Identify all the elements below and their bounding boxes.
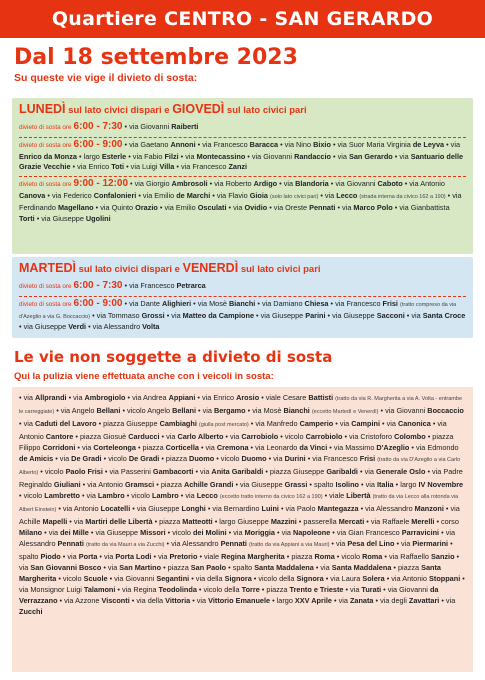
day-friday: VENERDÌ bbox=[182, 261, 239, 275]
schedule-time: 6:00 - 9:00 bbox=[73, 138, 123, 150]
schedule-label: divieto di sosta ore bbox=[19, 124, 72, 131]
schedule-label: divieto di sosta ore bbox=[19, 181, 72, 189]
divider bbox=[19, 176, 466, 177]
schedule-block: divieto di sosta ore 9:00 - 12:00 • via Giorgio Ambrosoli • via Roberto Ardigo • via Blandoria • via Giovanni Caboto • via Antonio Canova • via Federico Confalonieri • via Emilio de Marchi • via Flavio Gioia (solo lato civici pari) • via Lecco (strada interna da civico 162 a 190) • via Ferdinando Magellano • via Quinto Orazio • via Emilio Osculati • via Ovidio • via Oreste Pennati • via Marco Polo • via Gianbattista Torti • via Giuseppe Ugolini bbox=[19, 178, 462, 223]
exempt-streets-subtitle: Qui la pulizia viene effettuata anche con i veicoli in sosta: bbox=[14, 371, 274, 382]
monday-thursday-title bbox=[19, 102, 466, 118]
schedule-label: divieto di sosta ore bbox=[19, 300, 72, 308]
title-text: sul lato civici pari bbox=[224, 105, 307, 116]
schedule-time: 6:00 - 7:30 bbox=[73, 121, 123, 132]
schedule-block: divieto di sosta ore 6:00 - 9:00 • via Dante Alighieri • via Mosè Bianchi • via Damiano Chiesa • via Francesco Frisi (tratto compreso da via d'Azeglio a via G. Boccaccio) • via Tommaso Grossi • via Matteo da Campione • via Giuseppe Parini • via Giuseppe Sacconi • via Santa Croce • via Giuseppe Verdi • via Alessandro Volta bbox=[19, 297, 466, 332]
divider bbox=[19, 296, 466, 297]
day-thursday: GIOVEDÌ bbox=[172, 102, 225, 116]
date-subtitle: Su queste vie vige il divieto di sosta: bbox=[14, 72, 198, 84]
day-tuesday: MARTEDÌ bbox=[19, 261, 76, 275]
tuesday-friday-box bbox=[12, 257, 473, 338]
title-text: sul lato civici dispari e bbox=[75, 264, 183, 275]
schedule-time: 9:00 - 12:00 bbox=[73, 178, 129, 190]
title-text: sul lato civici pari bbox=[238, 264, 321, 275]
exempt-streets-list: • via Allprandi • via Ambrogiolo • via Andrea Appiani • via Enrico Arosio • viale Cesare Battisti (tratto da via R. Margherita a via A. Volta - entrambe le carreggiate) • via Angelo Bellani • vicolo Angelo Bellani • via Bergamo • via Mosè Bianchi (eccetto Martedì e Venerdì) • via Giovanni Boccaccio • via Caduti del Lavoro • piazza Giuseppe Cambiaghi (giulla post mercato) • via Manfredo Camperio • via Campini • via Canonica • via Antonio Cantore • piazza Giosuè Carducci • via Carlo Alberto • via Carrobiolo • vicolo Carrobiolo • via Cristoforo Colombo • piazza Filippo Corridoni • via Corteleonga • piazza Corticella • via Cremona • via Leonardo da Vinci • via Massimo D'Azeglio • via Edmondo de Amicis • via De Gradi • vicolo De Gradi • piazza Duomo • vicolo Duomo • via Durini • via Francesco Frisi (tratto da via D'Azeglio a via Carlo Alberto) • vicolo Paolo Frisi • via Passerini Gambacorti • via Anita Garibaldi • piazza Giuseppe Garibaldi • via Generale Oslo • via Padre Reginaldo Giuliani • via Antonio Gramsci • piazza Achille Grandi • via Giuseppe Grassi • spalto Isolino • via Italia • largo IV Novembre • vicolo Lambretto • via Lambro • vicolo Lambro • via Lecco (eccetto tratto interno da civico 162 a 190) • viale Libertà (tratto da via Lecco alla rotonda via Albert Einstein) • via Antonio Locatelli • via Giuseppe Longhi • via Bernardino Luini • via Paolo Mantegazza • via Alessandro Manzoni • via Achille Mapelli • via Martiri delle Libertà • piazza Matteotti • largo Giuseppe Mazzini • passerella Mercati • via Raffaele Merelli • corso Milano • via dei Mille • via Giuseppe Missori • vicolo dei Molini • via Moriggia • via Napoleone • via Gian Francesco Parravicini • via Alessandro Pennati (tratto da via Mauri a via Zucchi) • via Alessandro Pennati (tratto da via Appiani a via Mauri) • via Pesa del Lino • via Piermarini • spalto Piodo • via Porta • via Porta Lodi • via Pretorio • viale Regina Margherita • piazza Roma • vicolo Roma • via Raffaello Sanzio • via San Giovanni Bosco • via San Martino • piazza San Paolo • spalto Santa Maddalena • via Santa Maddalena • piazza Santa Margherita • vicolo Scuole • via Giovanni Segantini • via della Signora • vicolo della Signora • via Laura Solera • via Antonio Stoppani • via Monsignor Luigi Talamoni • via Regina Teodolinda • vicolo della Torre • piazza Trento e Trieste • via Turati • via Giovanni da Verrazzano • via Azzone Visconti • via della Vittoria • via Vittorio Emanuele • largo XXV Aprile • via Zanata • via degli Zavattari • via Zucchi bbox=[12, 387, 473, 672]
header-title: Quartiere CENTRO - SAN GERARDO bbox=[51, 8, 434, 30]
schedule-time: 6:00 - 7:30 bbox=[73, 280, 123, 291]
schedule-time: 6:00 - 9:00 bbox=[73, 297, 123, 309]
tuesday-friday-title bbox=[19, 261, 466, 277]
date-title: Dal 18 settembre 2023 bbox=[14, 45, 298, 70]
schedule-block: divieto di sosta ore 6:00 - 7:30 • via Francesco Petrarca bbox=[19, 280, 206, 291]
title-text: sul lato civici dispari e bbox=[65, 105, 173, 116]
schedule-block: divieto di sosta ore 6:00 - 7:30 • via Giovanni Raiberti bbox=[19, 121, 199, 132]
schedule-label: divieto di sosta ore bbox=[19, 141, 72, 149]
divider bbox=[19, 137, 466, 138]
day-monday: LUNEDÌ bbox=[19, 102, 66, 116]
exempt-streets-title: Le vie non soggette a divieto di sosta bbox=[14, 348, 333, 366]
page-header bbox=[0, 0, 485, 38]
schedule-label: divieto di sosta ore bbox=[19, 283, 72, 290]
schedule-block: divieto di sosta ore 6:00 - 9:00 • via Gaetano Annoni • via Francesco Baracca • via Nino Bixio • via Suor Maria Virginia de Leyva • via Enrico da Monza • largo Esterle • via Fabio Filzi • via Montecassino • via Giovanni Randaccio • via San Gerardo • via Santuario delle Grazie Vecchie • via Enrico Toti • via Luigi Villa • via Francesco Zanzi bbox=[19, 138, 464, 172]
monday-thursday-box bbox=[12, 98, 473, 254]
